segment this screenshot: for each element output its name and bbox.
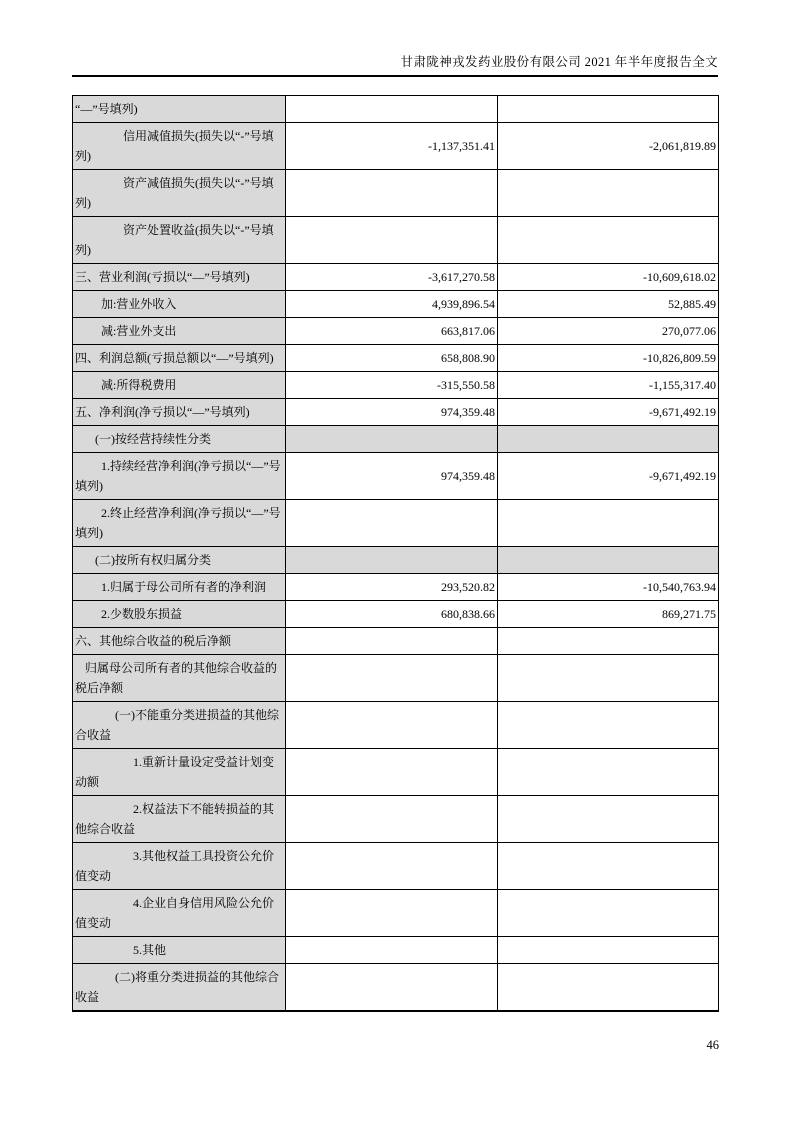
prior-period-value-cell [498, 426, 719, 453]
table-row [73, 749, 719, 796]
item-label-cell: 4.企业自身信用风险公允价值变动 [73, 890, 286, 937]
table-row [73, 702, 719, 749]
table-row [73, 96, 719, 123]
table-row [73, 217, 719, 264]
table-row [73, 170, 719, 217]
item-label-cell: 2.少数股东损益 [73, 601, 286, 628]
current-period-value-cell [286, 702, 498, 749]
prior-period-value-cell: -9,671,492.19 [498, 399, 719, 426]
table-row [73, 601, 719, 628]
item-label-cell: 四、利润总额(亏损总额以“—”号填列) [73, 345, 286, 372]
current-period-value-cell: 4,939,896.54 [286, 291, 498, 318]
table-row [73, 574, 719, 601]
current-period-value-cell [286, 96, 498, 123]
item-label-cell: 1.持续经营净利润(净亏损以“—”号填列) [73, 453, 286, 500]
table-row [73, 123, 719, 170]
prior-period-value-cell [498, 628, 719, 655]
table-row [73, 500, 719, 547]
current-period-value-cell: 293,520.82 [286, 574, 498, 601]
item-label-cell: (二)按所有权归属分类 [73, 547, 286, 574]
prior-period-value-cell [498, 890, 719, 937]
current-period-value-cell [286, 749, 498, 796]
header-rule [72, 75, 718, 77]
prior-period-value-cell: -10,609,618.02 [498, 264, 719, 291]
table-row [73, 372, 719, 399]
prior-period-value-cell [498, 96, 719, 123]
table-row [73, 937, 719, 964]
item-label-cell: 三、营业利润(亏损以“—”号填列) [73, 264, 286, 291]
prior-period-value-cell: 869,271.75 [498, 601, 719, 628]
prior-period-value-cell: -2,061,819.89 [498, 123, 719, 170]
prior-period-value-cell [498, 796, 719, 843]
current-period-value-cell [286, 964, 498, 1012]
table-row [73, 318, 719, 345]
item-label-cell: 减:营业外支出 [73, 318, 286, 345]
prior-period-value-cell [498, 217, 719, 264]
current-period-value-cell [286, 890, 498, 937]
current-period-value-cell [286, 426, 498, 453]
current-period-value-cell: 974,359.48 [286, 453, 498, 500]
table-row [73, 547, 719, 574]
current-period-value-cell [286, 796, 498, 843]
header-title: 甘肃陇神戎发药业股份有限公司 2021 年半年度报告全文 [400, 55, 718, 69]
current-period-value-cell [286, 655, 498, 702]
item-label-cell: (一)不能重分类进损益的其他综合收益 [73, 702, 286, 749]
prior-period-value-cell [498, 655, 719, 702]
prior-period-value-cell [498, 937, 719, 964]
table-row [73, 264, 719, 291]
table-row [73, 628, 719, 655]
prior-period-value-cell: -9,671,492.19 [498, 453, 719, 500]
item-label-cell: 信用减值损失(损失以“-”号填列) [73, 123, 286, 170]
item-label-cell: 3.其他权益工具投资公允价值变动 [73, 843, 286, 890]
current-period-value-cell [286, 547, 498, 574]
prior-period-value-cell: -1,155,317.40 [498, 372, 719, 399]
current-period-value-cell: -315,550.58 [286, 372, 498, 399]
prior-period-value-cell: -10,826,809.59 [498, 345, 719, 372]
income-statement-table [72, 95, 719, 1012]
prior-period-value-cell [498, 702, 719, 749]
page-header [72, 52, 718, 70]
prior-period-value-cell [498, 500, 719, 547]
table-row [73, 399, 719, 426]
item-label-cell: 1.归属于母公司所有者的净利润 [73, 574, 286, 601]
prior-period-value-cell [498, 170, 719, 217]
item-label-cell: “—”号填列) [73, 96, 286, 123]
item-label-cell: 加:营业外收入 [73, 291, 286, 318]
item-label-cell: (二)将重分类进损益的其他综合收益 [73, 964, 286, 1012]
current-period-value-cell [286, 170, 498, 217]
current-period-value-cell: 680,838.66 [286, 601, 498, 628]
current-period-value-cell [286, 628, 498, 655]
current-period-value-cell: -3,617,270.58 [286, 264, 498, 291]
current-period-value-cell [286, 843, 498, 890]
table-row [73, 890, 719, 937]
prior-period-value-cell [498, 964, 719, 1012]
table-row [73, 345, 719, 372]
table-row [73, 453, 719, 500]
current-period-value-cell [286, 500, 498, 547]
table-row [73, 796, 719, 843]
current-period-value-cell [286, 217, 498, 264]
table-row [73, 291, 719, 318]
item-label-cell: 归属母公司所有者的其他综合收益的税后净额 [73, 655, 286, 702]
prior-period-value-cell: 52,885.49 [498, 291, 719, 318]
table-row [73, 426, 719, 453]
current-period-value-cell: 974,359.48 [286, 399, 498, 426]
prior-period-value-cell [498, 843, 719, 890]
item-label-cell: 1.重新计量设定受益计划变动额 [73, 749, 286, 796]
table-row [73, 655, 719, 702]
item-label-cell: 减:所得税费用 [73, 372, 286, 399]
item-label-cell: 2.终止经营净利润(净亏损以“—”号填列) [73, 500, 286, 547]
item-label-cell: 5.其他 [73, 937, 286, 964]
table-row [73, 964, 719, 1012]
current-period-value-cell: 658,808.90 [286, 345, 498, 372]
item-label-cell: 资产处置收益(损失以“-”号填列) [73, 217, 286, 264]
item-label-cell: 六、其他综合收益的税后净额 [73, 628, 286, 655]
item-label-cell: 资产减值损失(损失以“-”号填列) [73, 170, 286, 217]
item-label-cell: (一)按经营持续性分类 [73, 426, 286, 453]
prior-period-value-cell [498, 547, 719, 574]
current-period-value-cell [286, 937, 498, 964]
table-row [73, 843, 719, 890]
prior-period-value-cell [498, 749, 719, 796]
page-number: 46 [706, 1038, 719, 1052]
item-label-cell: 2.权益法下不能转损益的其他综合收益 [73, 796, 286, 843]
prior-period-value-cell: 270,077.06 [498, 318, 719, 345]
current-period-value-cell: 663,817.06 [286, 318, 498, 345]
prior-period-value-cell: -10,540,763.94 [498, 574, 719, 601]
current-period-value-cell: -1,137,351.41 [286, 123, 498, 170]
item-label-cell: 五、净利润(净亏损以“—”号填列) [73, 399, 286, 426]
